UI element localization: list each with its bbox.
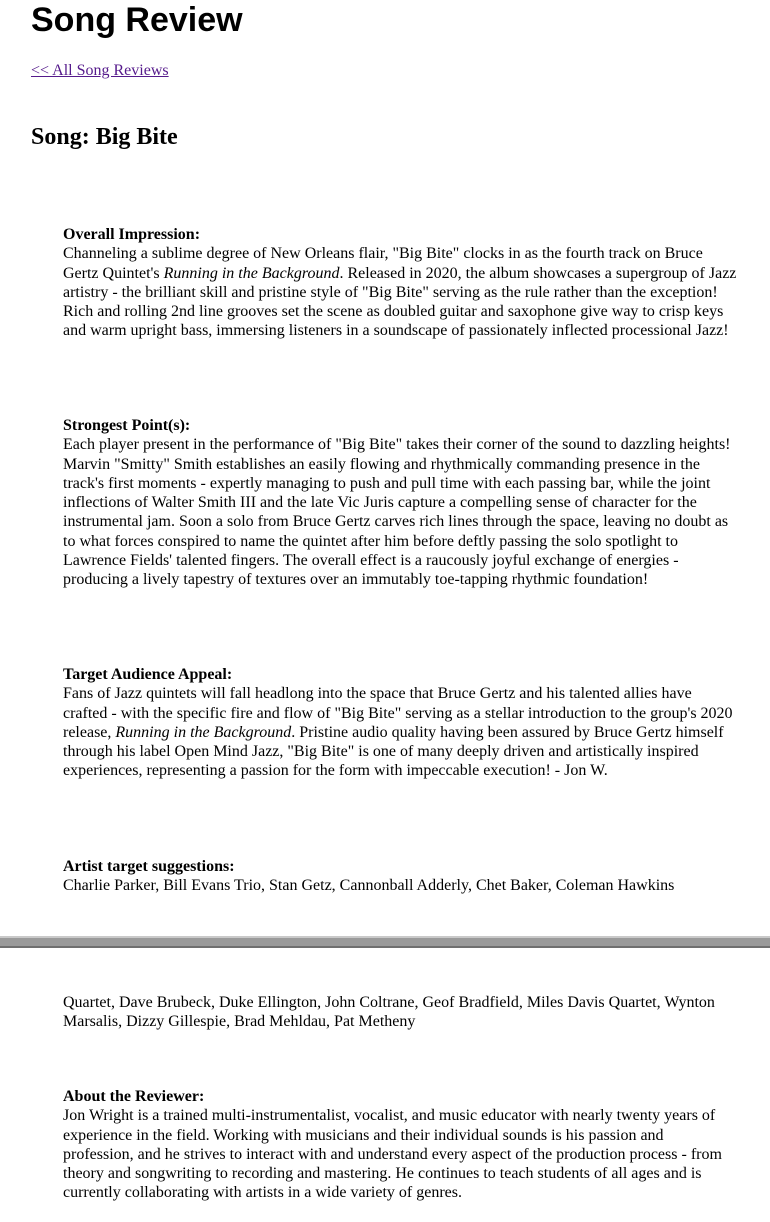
about-reviewer-section — [63, 1087, 738, 1203]
page-title: Song Review — [31, 1, 243, 39]
artist-suggestions-line-1: Charlie Parker, Bill Evans Trio, Stan Getz, Cannonball Adderly, Chet Baker, Coleman Hawkins — [63, 877, 675, 895]
audience-text-part-2: . Pristine audio quality having been assured by Bruce Gertz himself through his label Open Mind Jazz, "Big Bite" is one of many deeply driven and artistically inspired experiences, representing a passion for the form with impeccable execution! - Jon W. — [63, 723, 724, 780]
all-song-reviews-link[interactable]: << All Song Reviews — [31, 62, 169, 79]
strongest-points-label: Strongest Point(s): — [63, 417, 191, 434]
album-title: Running in the Background — [115, 723, 292, 741]
target-audience-label: Target Audience Appeal: — [63, 666, 233, 683]
strongest-points-section — [63, 416, 738, 590]
strongest-points-text: Each player present in the performance of "Big Bite" takes their corner of the sound to dazzling heights! Marvin "Smitty" Smith establishes an easily flowing and rhythmically commanding presence in the track's first moments - expertly managing to push and pull time with each passing bar, while the joint inflections of Walter Smith III and the late Vic Juris capture a compelling sense of character for the instrumental jam. Soon a solo from Bruce Gertz carves rich lines through the space, leaving no doubt as to what forces conspired to name the quintet after him before deftly passing the solo spotlight to Lawrence Fields' talented fingers. The overall effect is a raucously joyful exchange of energies - producing a lively tapestry of textures over an immutably toe-tapping rhythmic foundation! — [63, 436, 731, 589]
about-reviewer-label: About the Reviewer: — [63, 1088, 205, 1105]
artist-suggestions-line-2: Quartet, Dave Brubeck, Duke Ellington, John Coltrane, Geof Bradfield, Miles Davis Quartet, Wynton Marsalis, Dizzy Gillespie, Brad Mehldau, Pat Metheny — [63, 994, 715, 1031]
artist-suggestions-label: Artist target suggestions: — [63, 858, 235, 875]
target-audience-section — [63, 665, 738, 781]
artist-suggestions-continued — [63, 993, 738, 1032]
artist-suggestions-section — [63, 857, 738, 896]
overall-impression-label: Overall Impression: — [63, 226, 201, 243]
song-heading: Song: Big Bite — [31, 124, 178, 150]
overall-impression-section — [63, 225, 738, 341]
about-reviewer-text: Jon Wright is a trained multi-instrumentalist, vocalist, and music educator with nearly twenty years of experience in the field. Working with musicians and their individual sounds is his passion and profession, and he strives to interact with and understand every aspect of the production process - from theory and songwriting to recording and mastering. He continues to teach students of all ages and is currently collaborating with artists in a wide variety of genres. — [63, 1107, 722, 1202]
audience-text-part-1: Fans of Jazz quintets will fall headlong into the space that Bruce Gertz and his talented allies have crafted - with the specific fire and flow of "Big Bite" serving as a stellar introduction to the group's 2020 release, — [63, 685, 733, 741]
overall-text-part-1: Channeling a sublime degree of New Orleans flair, "Big Bite" clocks in as the fourth track on Bruce Gertz Quintet's — [63, 245, 703, 282]
overall-text-part-2: . Released in 2020, the album showcases a supergroup of Jazz artistry - the brilliant skill and pristine style of "Big Bite" serving as the rule rather than the exception! Rich and rolling 2nd line grooves set the scene as doubled guitar and saxophone give way to crisp keys and warm upright bass, immersing listeners in a soundscape of passionately inflected processional Jazz! — [63, 264, 737, 340]
overall-impression-text — [63, 244, 738, 340]
target-audience-text — [63, 684, 738, 780]
album-title: Running in the Background — [163, 264, 340, 282]
page-break-separator — [0, 936, 770, 948]
